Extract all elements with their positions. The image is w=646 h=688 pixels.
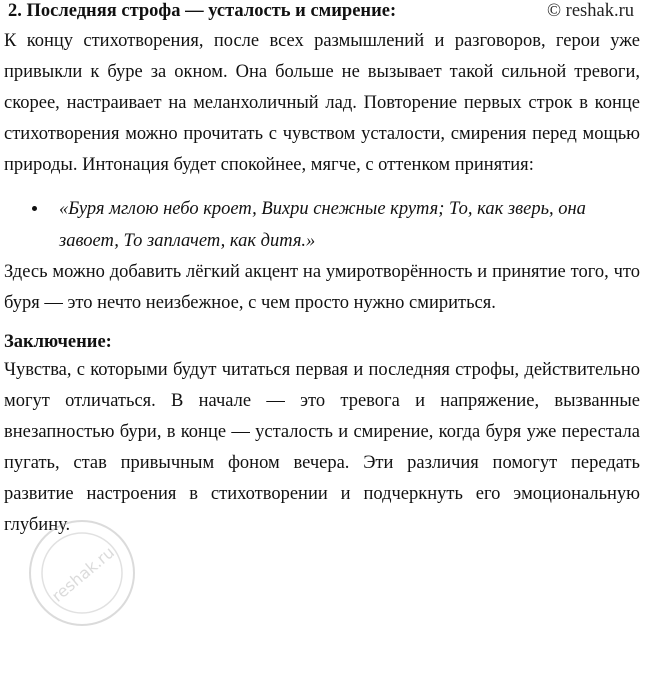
stamp-text: reshak.ru <box>47 542 118 606</box>
paragraph-accent: Здесь можно добавить лёгкий акцент на умиротворённость и принятие того, что буря — это нечто неизбежное, с чем просто нужно смириться. <box>4 262 640 313</box>
paragraph-intro: К концу стихотворения, после всех размышлений и разговоров, герои уже привыкли к буре за окном. Она больше не вызывает такой сильной тревоги, скорее, настраивает на меланхоличный лад. Повторение первых строк в конце стихотворения можно прочитать с чувством усталости, смирения перед мощью природы. Интонация будет спокойнее, мягче, с оттенком принятия: <box>4 31 640 175</box>
quote-item <box>4 193 640 257</box>
quote-list <box>4 193 640 257</box>
conclusion-heading: Заключение: <box>4 332 112 352</box>
header-row <box>4 0 640 26</box>
paragraph-conclusion: Чувства, с которыми будут читаться первая и последняя строфы, действительно могут отличаться. В начале — это тревога и напряжение, вызванные внезапностью бури, в конце — усталость и смирение, когда буря уже перестала пугать, став привычным фоном вечера. Эти различия помогут передать развитие настроения в стихотворении и подчеркнуть его эмоциональную глубину. <box>4 360 640 535</box>
bullet-icon <box>32 206 37 211</box>
section-heading: 2. Последняя строфа — усталость и смирение: <box>8 1 397 21</box>
quote-text: «Буря мглою небо кроет, Вихри снежные крутя; То, как зверь, она завоет, То заплачет, как дитя.» <box>59 199 586 251</box>
watermark-text: © reshak.ru <box>547 1 634 21</box>
